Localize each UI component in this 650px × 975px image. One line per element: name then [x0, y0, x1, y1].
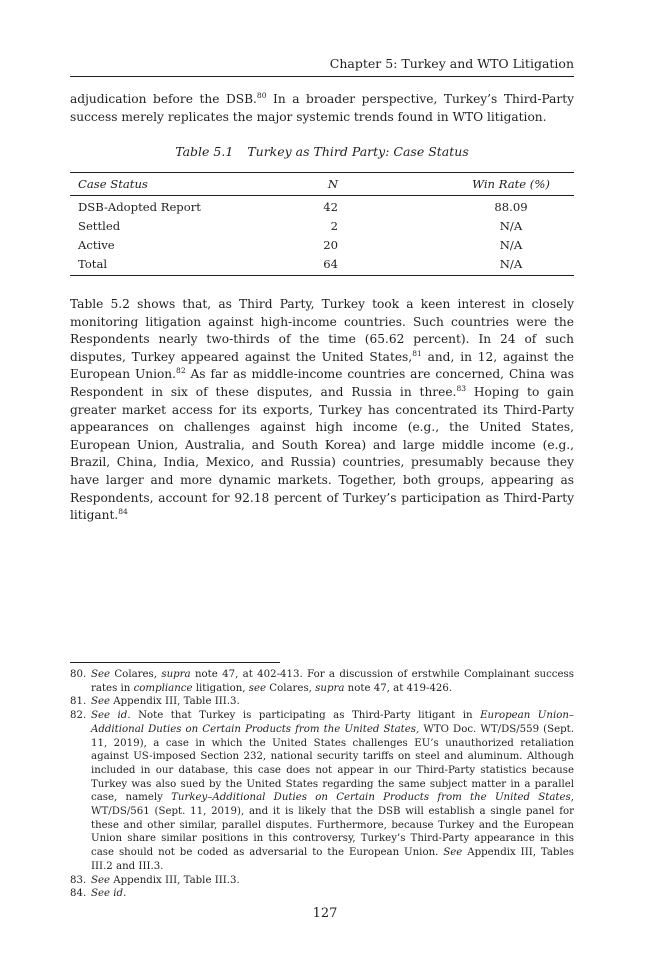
footnote-84: 84. See id. — [70, 888, 127, 900]
footnote-80: 80. See Colares, supra note 47, at 402-413. For a discussion of erstwhile Complainant success rates in compliance litigation, see Colares, supra note 47, at 419-426. — [70, 669, 574, 694]
col-header-case-status: Case Status — [78, 177, 148, 191]
paragraph-2: Table 5.2 shows that, as Third Party, Turkey took a keen interest in closely monitoring litigation against high-income countries. Such countries were the Respondents nearly two-thirds of the time (65.62 percent). In 24 of such disputes, Turkey appeared against the United States,$^{81}$ and, in 12, against the European Union.$^{82}$ As far as middle-income countries are concerned, China was Respondent in six of these disputes, and Russia in three.$^{83}$ Hoping to gain greater market access for its exports, Turkey has concentrated its Third-Party appearances on challenges against high income (e.g., the United States, European Union, Australia, and South Korea) and large middle income (e.g., Brazil, China, India, Mexico, and Russia) countries, presumably because they have larger and more dynamic markets. Together, both groups, appearing as Respondents, account for 92.18 percent of Turkey’s participation as Third-Party litigant.$^{84}$ — [70, 297, 575, 523]
footnote-ref-83: 83 — [456, 383, 466, 393]
table-cell: 20 — [323, 237, 338, 252]
table-header-row — [70, 173, 574, 196]
table-cell: 42 — [323, 199, 338, 214]
table-row — [70, 216, 574, 235]
table-row-total — [70, 254, 574, 276]
table-cell: 88.09 — [494, 199, 528, 214]
footnote-82: 82. See id. Note that Turkey is participating as Third-Party litigant in European Union–Additional Duties on Certain Products from the United States, WTO Doc. WT/DS/559 (Sept. 11, 2019), a case in which the United States challenges EU’s unauthorized retaliation against US-imposed Section 232, national security tariffs on steel and aluminum. Although included in our database, this case does not appear in our Third-Party statistics because Turkey was also sued by the United States regarding the same subject matter in a parallel case, namely Turkey–Additional Duties on Certain Products from the United States, WT/DS/561 (Sept. 11, 2019), and it is likely that the DSB will establish a single panel for these and other similar, parallel disputes. Furthermore, because Turkey and the European Union share similar positions in this controversy, Turkey’s Third-Party appearance in this case should not be coded as adversarial to the European Union. See Appendix III, Tables III.2 and III.3. — [70, 710, 575, 872]
footnote-ref-80: 80 — [256, 91, 267, 100]
footnote-ref-84: 84 — [118, 507, 128, 517]
table-row — [70, 196, 574, 217]
footnotes — [70, 668, 574, 901]
footnote-81: 81. See Appendix III, Table III.3. — [70, 696, 240, 708]
table-cell: N/A — [499, 237, 523, 252]
table-caption — [70, 144, 574, 160]
table-cell: Active — [78, 237, 115, 252]
table-title: Turkey as Third Party: Case Status — [247, 144, 469, 159]
page-number: 127 — [312, 906, 338, 921]
paragraph-1: adjudication before the DSB.$^{80}$ In a broader perspective, Turkey’s Third-Party success merely replicates the major systemic trends found in WTO litigation. — [70, 91, 575, 124]
footnote-rule — [70, 662, 280, 663]
table-row — [70, 235, 574, 254]
table-cell: 64 — [323, 256, 338, 271]
table-cell: N/A — [499, 218, 523, 233]
table-label: Table 5.1 — [175, 144, 234, 159]
header-rule — [70, 76, 574, 77]
col-header-win-rate: Win Rate (%) — [472, 177, 550, 191]
col-header-n: N — [327, 177, 338, 191]
footnote-83: 83. See Appendix III, Table III.3. — [70, 874, 240, 886]
table-cell: Total — [78, 256, 108, 271]
case-status-table — [70, 172, 574, 276]
table-cell: DSB-Adopted Report — [78, 199, 201, 214]
table-cell: Settled — [78, 218, 121, 233]
table-cell: 2 — [330, 218, 338, 233]
running-head: Chapter 5: Turkey and WTO Litigation — [329, 56, 574, 71]
footnote-ref-82: 82 — [176, 366, 186, 376]
table-cell: N/A — [499, 256, 523, 271]
footnote-ref-81: 81 — [412, 348, 422, 358]
